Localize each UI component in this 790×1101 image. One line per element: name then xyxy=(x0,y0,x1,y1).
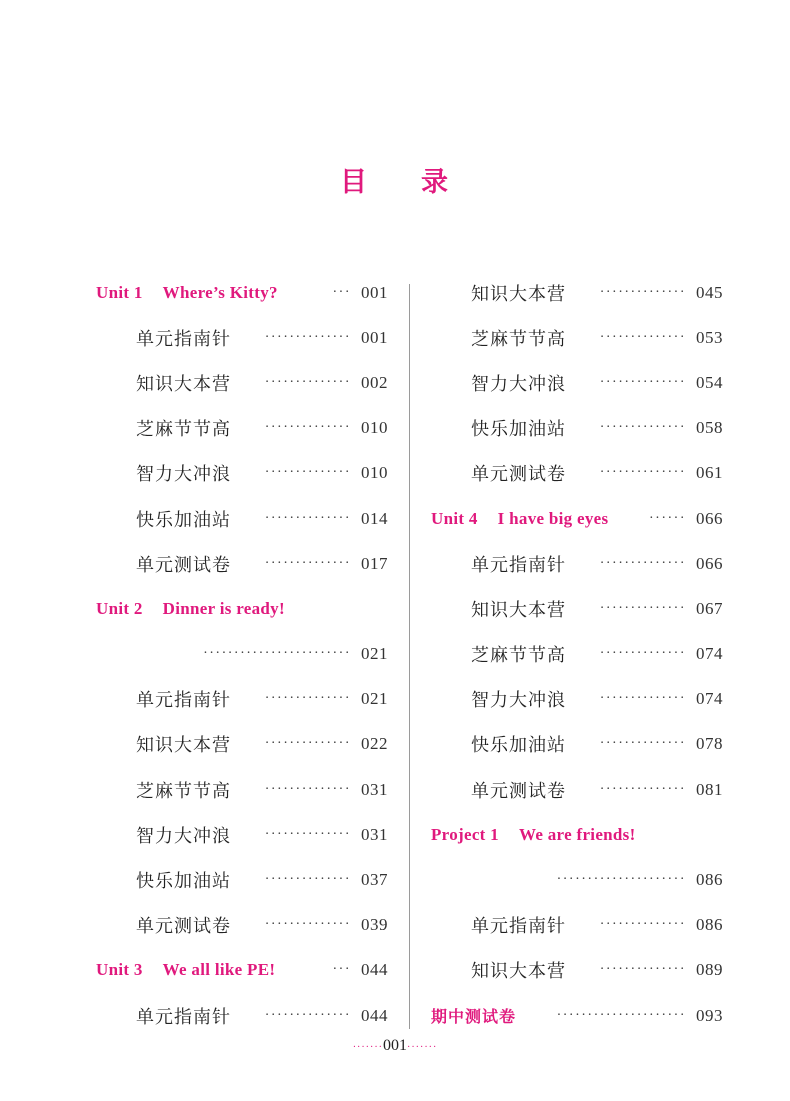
toc-entry[interactable] xyxy=(431,586,723,631)
page-number: 021 xyxy=(361,644,388,664)
toc-entry[interactable] xyxy=(431,541,723,586)
leader-dots: ·············· xyxy=(599,284,686,300)
entry-label: 单元指南针 xyxy=(136,690,231,712)
toc-entry[interactable] xyxy=(96,315,388,360)
toc-project-1-page-line[interactable] xyxy=(431,857,723,902)
entry-label: 快乐加油站 xyxy=(471,419,566,441)
page-number: 054 xyxy=(696,372,723,392)
page-number: 044 xyxy=(361,1005,388,1025)
leader-dots: ·············· xyxy=(599,329,686,345)
toc-entry[interactable] xyxy=(431,677,723,722)
leader-dots: ······ xyxy=(649,510,686,526)
page-number: 053 xyxy=(696,327,723,347)
leader-dots: ··· xyxy=(332,962,351,978)
page-number: 066 xyxy=(696,553,723,573)
page-number: 093 xyxy=(696,1005,723,1025)
leader-dots: ·············· xyxy=(599,646,686,662)
toc-entry[interactable] xyxy=(96,903,388,948)
entry-label: 单元指南针 xyxy=(471,916,566,938)
leader-dots: ····················· xyxy=(556,872,686,888)
leader-dots: ·············· xyxy=(264,420,351,436)
toc-entry[interactable] xyxy=(96,406,388,451)
unit-title: Unit 3 We all like PE! xyxy=(96,960,276,980)
page-number: 086 xyxy=(696,915,723,935)
page-number: 001 xyxy=(361,282,388,302)
toc-entry[interactable] xyxy=(96,541,388,586)
toc-right-column xyxy=(431,270,723,1038)
page-number: 017 xyxy=(361,553,388,573)
entry-label: 单元指南针 xyxy=(136,1006,231,1028)
entry-label: 快乐加油站 xyxy=(136,509,231,531)
toc-entry[interactable] xyxy=(431,632,723,677)
toc-midterm-test[interactable] xyxy=(431,993,723,1038)
leader-dots: ·············· xyxy=(264,781,351,797)
entry-label: 芝麻节节高 xyxy=(136,419,231,441)
page-number: 089 xyxy=(696,960,723,980)
leader-dots: ·············· xyxy=(264,374,351,390)
unit-title: Unit 1 Where’s Kitty? xyxy=(96,282,278,302)
column-divider xyxy=(409,284,410,1029)
entry-label: 快乐加油站 xyxy=(136,871,231,893)
toc-entry[interactable] xyxy=(431,767,723,812)
page-number: 010 xyxy=(361,463,388,483)
leader-dots: ·············· xyxy=(599,465,686,481)
page-number: 022 xyxy=(361,734,388,754)
entry-label: 知识大本营 xyxy=(471,961,566,983)
leader-dots: ·············· xyxy=(264,917,351,933)
leader-dots: ·············· xyxy=(599,781,686,797)
toc-entry[interactable] xyxy=(431,315,723,360)
toc-unit-2-page-line[interactable] xyxy=(96,632,388,677)
leader-dots: ·············· xyxy=(264,826,351,842)
toc-entry[interactable] xyxy=(96,857,388,902)
page-number: 074 xyxy=(696,689,723,709)
toc-entry[interactable] xyxy=(431,948,723,993)
entry-label: 芝麻节节高 xyxy=(471,645,566,667)
page-number: 031 xyxy=(361,779,388,799)
toc-left-column xyxy=(96,270,388,1038)
entry-label: 单元指南针 xyxy=(471,554,566,576)
leader-dots: ·············· xyxy=(264,736,351,752)
leader-dots: ·············· xyxy=(264,872,351,888)
toc-entry[interactable] xyxy=(431,360,723,405)
page-title xyxy=(0,160,790,199)
footer-dots-right: ······· xyxy=(407,1042,438,1053)
toc-entry[interactable] xyxy=(431,722,723,767)
page-footer xyxy=(0,1037,790,1055)
entry-label: 单元测试卷 xyxy=(136,916,231,938)
toc-entry[interactable] xyxy=(431,903,723,948)
title-char-1: 目 xyxy=(340,167,369,198)
toc-unit-4[interactable] xyxy=(431,496,723,541)
leader-dots: ·············· xyxy=(599,736,686,752)
page-number: 039 xyxy=(361,915,388,935)
entry-label: 知识大本营 xyxy=(471,283,566,305)
toc-entry[interactable] xyxy=(96,812,388,857)
unit-title: Unit 4 I have big eyes xyxy=(431,508,609,528)
unit-title: Project 1 We are friends! xyxy=(431,824,636,844)
entry-label: 快乐加油站 xyxy=(471,735,566,757)
entry-label: 知识大本营 xyxy=(136,373,231,395)
leader-dots: ·············· xyxy=(599,600,686,616)
leader-dots: ·············· xyxy=(599,691,686,707)
entry-label: 知识大本营 xyxy=(136,735,231,757)
page-number: 067 xyxy=(696,598,723,618)
entry-label: 单元测试卷 xyxy=(471,780,566,802)
leader-dots: ·············· xyxy=(599,962,686,978)
entry-label: 知识大本营 xyxy=(471,599,566,621)
page-number: 074 xyxy=(696,644,723,664)
toc-unit-3[interactable] xyxy=(96,948,388,993)
toc-entry[interactable] xyxy=(96,496,388,541)
toc-entry[interactable] xyxy=(96,360,388,405)
entry-label: 智力大冲浪 xyxy=(471,373,566,395)
leader-dots: ·············· xyxy=(264,555,351,571)
leader-dots: ·············· xyxy=(264,329,351,345)
page-number: 086 xyxy=(696,870,723,890)
toc-unit-1[interactable] xyxy=(96,270,388,315)
leader-dots: ·············· xyxy=(599,917,686,933)
footer-page-number: 001 xyxy=(383,1037,407,1054)
entry-label: 智力大冲浪 xyxy=(136,825,231,847)
page-number: 061 xyxy=(696,463,723,483)
leader-dots: ·············· xyxy=(264,510,351,526)
entry-label: 芝麻节节高 xyxy=(471,328,566,350)
page-number: 014 xyxy=(361,508,388,528)
leader-dots: ·············· xyxy=(264,1007,351,1023)
page-number: 037 xyxy=(361,870,388,890)
toc-entry[interactable] xyxy=(96,722,388,767)
leader-dots: ··· xyxy=(332,284,351,300)
leader-dots: ·············· xyxy=(264,465,351,481)
page-number: 044 xyxy=(361,960,388,980)
toc-unit-2[interactable] xyxy=(96,586,388,631)
page-number: 021 xyxy=(361,689,388,709)
unit-title: Unit 2 Dinner is ready! xyxy=(96,598,285,618)
leader-dots: ·············· xyxy=(264,691,351,707)
page-number: 078 xyxy=(696,734,723,754)
toc-entry[interactable] xyxy=(96,451,388,496)
page-number: 081 xyxy=(696,779,723,799)
toc-entry[interactable] xyxy=(431,451,723,496)
entry-label: 单元测试卷 xyxy=(471,464,566,486)
toc-entry[interactable] xyxy=(431,406,723,451)
page-number: 031 xyxy=(361,824,388,844)
toc-project-1[interactable] xyxy=(431,812,723,857)
toc-entry[interactable] xyxy=(96,993,388,1038)
toc-entry[interactable] xyxy=(96,677,388,722)
midterm-title: 期中测试卷 xyxy=(431,1007,517,1027)
leader-dots: ·············· xyxy=(599,555,686,571)
page-number: 066 xyxy=(696,508,723,528)
page-number: 001 xyxy=(361,327,388,347)
footer-dots-left: ······· xyxy=(352,1042,383,1053)
toc-entry[interactable] xyxy=(96,767,388,812)
leader-dots: ····················· xyxy=(556,1007,686,1023)
page-number: 010 xyxy=(361,418,388,438)
toc-entry[interactable] xyxy=(431,270,723,315)
leader-dots: ·············· xyxy=(599,374,686,390)
leader-dots: ························ xyxy=(203,646,351,662)
page-number: 045 xyxy=(696,282,723,302)
entry-label: 智力大冲浪 xyxy=(136,464,231,486)
entry-label: 芝麻节节高 xyxy=(136,780,231,802)
entry-label: 单元测试卷 xyxy=(136,554,231,576)
entry-label: 智力大冲浪 xyxy=(471,690,566,712)
title-char-2: 录 xyxy=(421,167,450,198)
leader-dots: ·············· xyxy=(599,420,686,436)
entry-label: 单元指南针 xyxy=(136,328,231,350)
page-number: 002 xyxy=(361,372,388,392)
page-number: 058 xyxy=(696,418,723,438)
